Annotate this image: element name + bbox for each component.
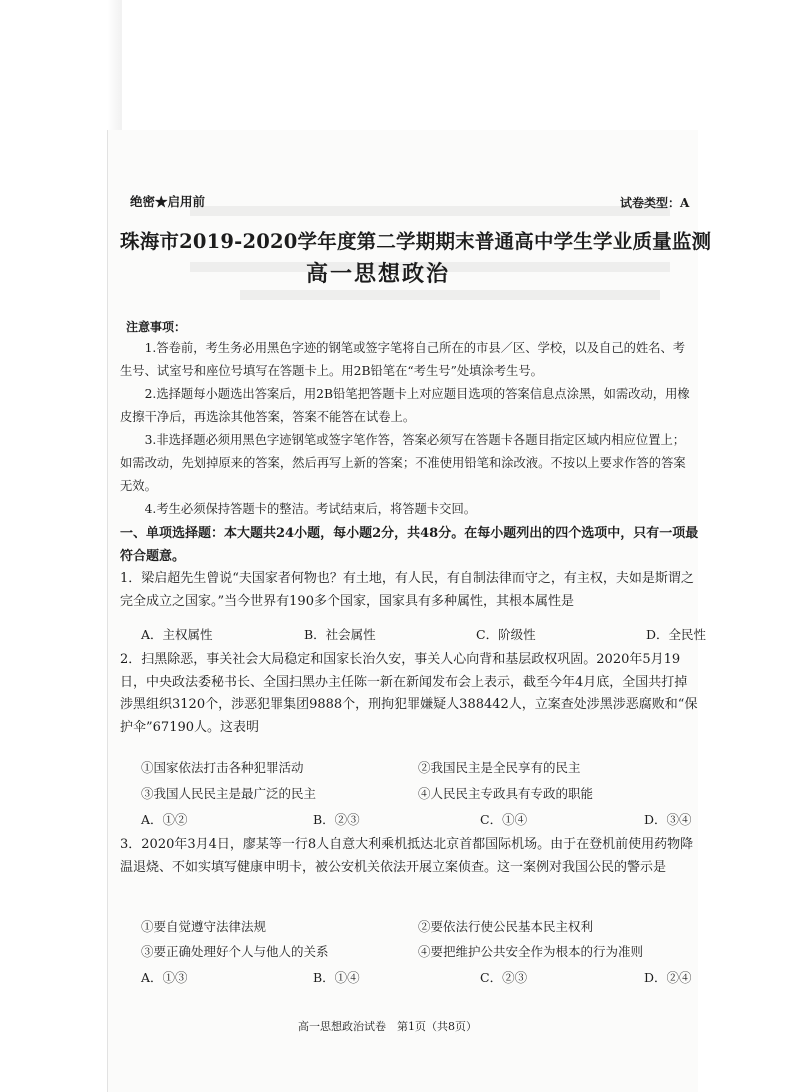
option-d[interactable]: D．全民性	[646, 627, 707, 642]
notice-item: 1.答卷前，考生务必用黑色字迹的钢笔或签字笔将自己所在的市县／区、学校，以及自己的姓名、考生号、试室号和座位号填写在答题卡上。用2B铅笔在“考生号”处填涂考生号。	[120, 341, 686, 378]
scan-margin	[0, 0, 122, 1092]
bleed-through-line	[190, 206, 670, 216]
notice-item: 3.非选择题必须用黑色字迹钢笔或签字笔作答，答案必须写在答题卡各题目指定区域内相应位置上；如需改动，先划掉原来的答案，然后再写上新的答案；不准使用铅笔和涂改液。不按以上要求作答的答案无效。	[120, 433, 686, 493]
question-2-stem: 2．扫黑除恶，事关社会大局稳定和国家长治久安，事关人心向背和基层政权巩固。2020年5月19日，中央政法委秘书长、全国扫黑办主任陈一新在新闻发布会上表示，截至今年4月底，全国共打掉涉黑组织3120个，涉恶犯罪集团9888个，刑拘犯罪嫌疑人388442人，立案查处涉黑涉恶腐败和“保护伞”67190人。这表明	[120, 652, 698, 735]
option-c[interactable]: C．①④	[480, 812, 528, 827]
statement-3: ③要正确处理好个人与他人的关系	[141, 944, 329, 959]
option-c[interactable]: C．阶级性	[476, 627, 536, 642]
bleed-through-line	[240, 290, 660, 300]
exam-title: 珠海市2019-2020学年度第二学期期末普通高中学生学业质量监测	[120, 230, 712, 253]
notice-item: 4.考生必须保持答题卡的整洁。考试结束后，将答题卡交回。	[144, 502, 477, 516]
statement-2: ②要依法行使公民基本民主权利	[418, 919, 594, 934]
option-a[interactable]: A．①②	[141, 812, 188, 827]
question-3-stem: 3．2020年3月4日，廖某等一行8人自意大利乘机抵达北京首都国际机场。由于在登机前使用药物降温退烧、不如实填写健康申明卡，被公安机关依法开展立案侦查。这一案例对我国公民的警示是	[120, 837, 694, 875]
section-heading: 一、单项选择题：本大题共24小题，每小题2分，共48分。在每小题列出的四个选项中，只有一项最符合题意。	[120, 526, 699, 564]
option-d[interactable]: D．②④	[644, 970, 692, 985]
notice-item: 2.选择题每小题选出答案后，用2B铅笔把答题卡上对应题目选项的答案信息点涂黑，如需改动，用橡皮擦干净后，再选涂其他答案，答案不能答在试卷上。	[120, 387, 690, 424]
statement-4: ④要把维护公共安全作为根本的行为准则	[418, 944, 644, 959]
statement-2: ②我国民主是全民享有的民主	[418, 760, 581, 775]
page-footer: 高一思想政治试卷 第1页（共8页）	[298, 1020, 477, 1033]
option-b[interactable]: B．②③	[313, 812, 360, 827]
option-b[interactable]: B．社会属性	[304, 627, 376, 642]
statement-1: ①国家依法打击各种犯罪活动	[141, 760, 304, 775]
subject-title: 高一思想政治	[306, 261, 451, 287]
paper-type: 试卷类型：A	[620, 196, 690, 210]
option-a[interactable]: A．主权属性	[141, 627, 213, 642]
notice-heading: 注意事项：	[126, 320, 187, 334]
confidential-mark: 绝密★启用前	[130, 194, 206, 209]
statement-3: ③我国人民民主是最广泛的民主	[141, 786, 317, 801]
option-a[interactable]: A．①③	[141, 970, 188, 985]
option-b[interactable]: B．①④	[313, 970, 360, 985]
option-c[interactable]: C．②③	[480, 970, 528, 985]
statement-1: ①要自觉遵守法律法规	[141, 919, 267, 934]
statement-4: ④人民民主专政具有专政的职能	[418, 786, 594, 801]
option-d[interactable]: D．③④	[644, 812, 692, 827]
question-1-stem: 1．梁启超先生曾说“夫国家者何物也？有土地，有人民，有自制法律而守之，有主权，夫如是斯谓之完全成立之国家。”当今世界有190多个国家，国家具有多种属性，其根本属性是	[120, 571, 694, 609]
